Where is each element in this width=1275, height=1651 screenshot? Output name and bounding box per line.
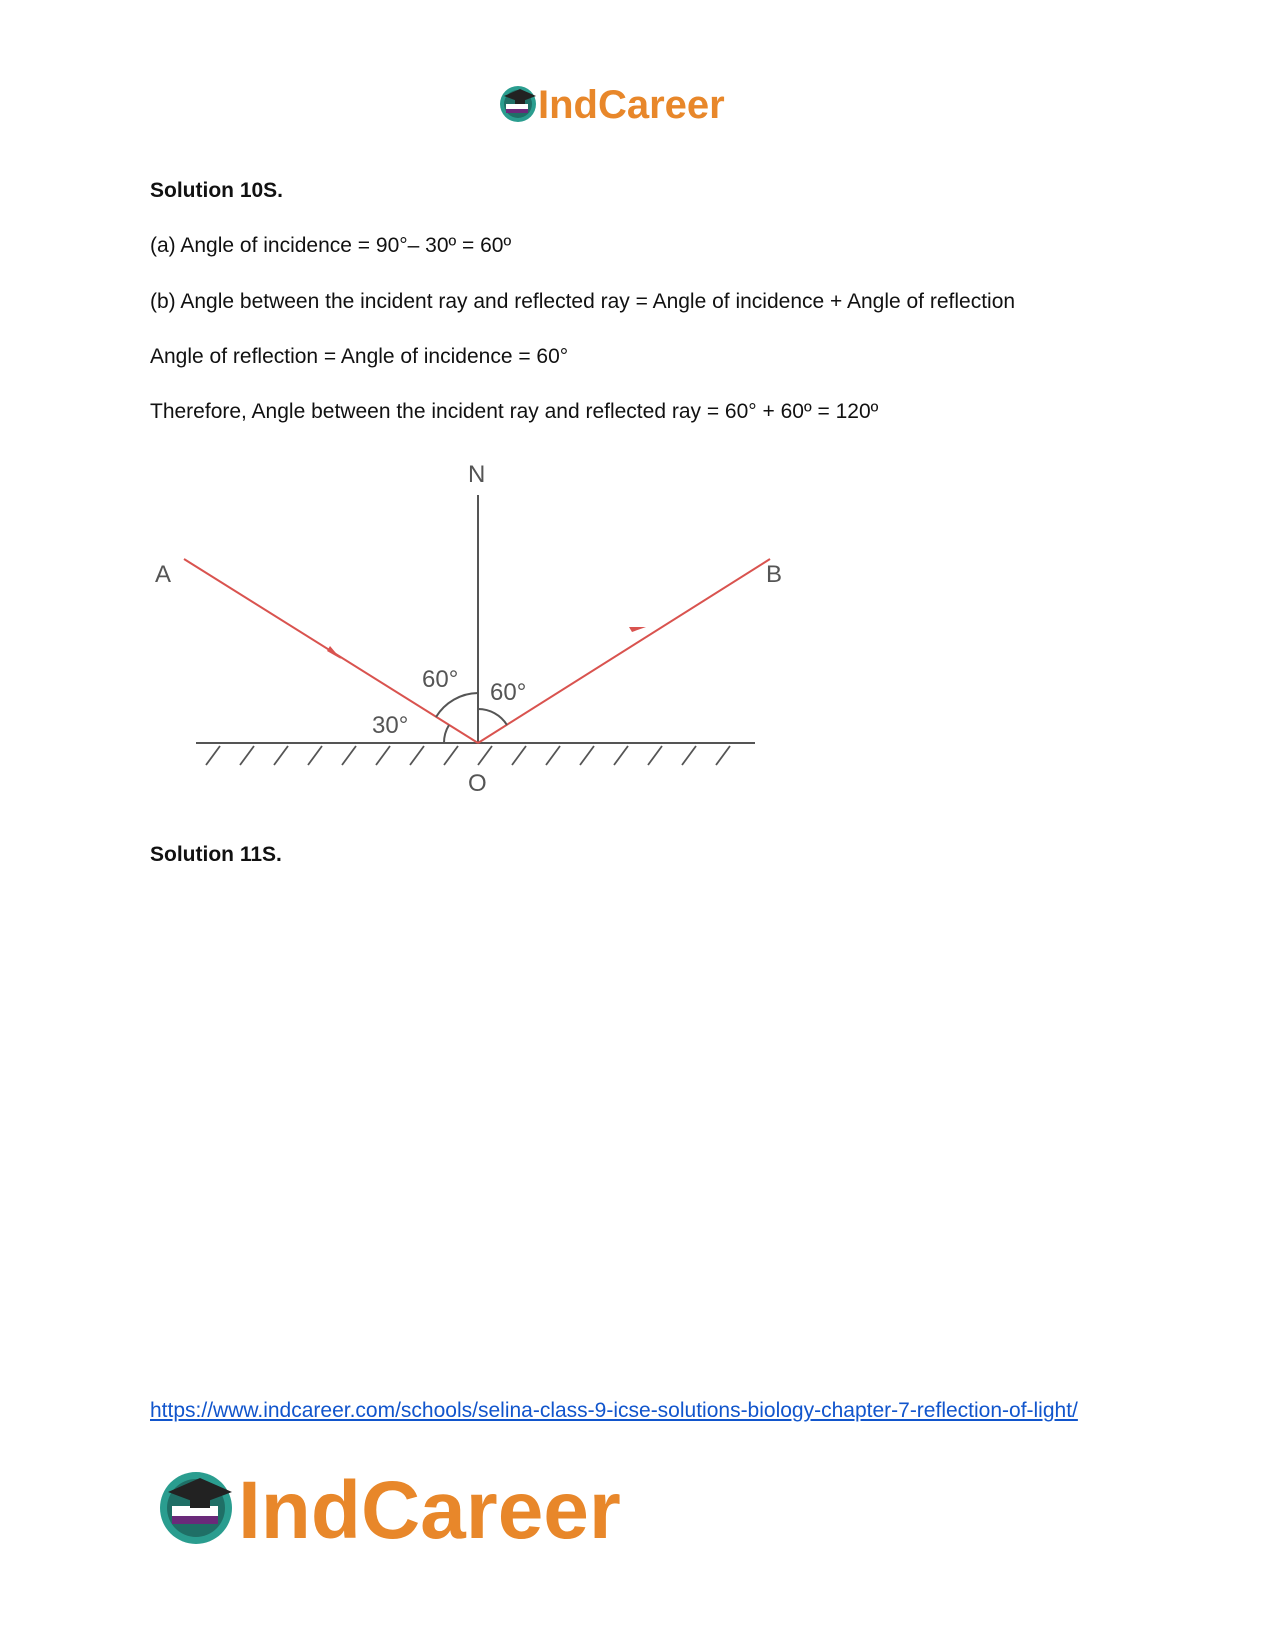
- label-point: O: [468, 770, 487, 797]
- angle-arc-reflection: [478, 709, 507, 725]
- graduation-cap-globe-icon: [500, 86, 536, 122]
- mirror-hatching: [206, 746, 730, 765]
- angle-arc-glancing: [444, 725, 449, 743]
- header-logo: [498, 78, 768, 128]
- label-angle-glancing: 30°: [372, 712, 409, 739]
- incident-ray-arrow: [327, 646, 341, 659]
- label-angle-reflection: 60°: [490, 679, 527, 706]
- solution-10-line-a: (a) Angle of incidence = 90°– 30º = 60º: [150, 234, 512, 257]
- solution-10-line-d: Therefore, Angle between the incident ray and reflected ray = 60° + 60º = 120º: [150, 400, 879, 423]
- footer-logo: [158, 1460, 698, 1552]
- label-incident-start: A: [155, 561, 172, 588]
- label-normal: N: [468, 461, 486, 488]
- solution-11-heading: Solution 11S.: [150, 843, 282, 866]
- label-reflected-end: B: [766, 561, 783, 588]
- footer-url-link[interactable]: https://www.indcareer.com/schools/selina-class-9-icse-solutions-biology-chapter-7-reflection-of-light/: [150, 1399, 1078, 1422]
- graduation-cap-globe-icon: [160, 1472, 232, 1544]
- reflection-diagram: [150, 455, 810, 815]
- footer-logo-text: IndCareer: [238, 1465, 621, 1552]
- solution-10-line-c: Angle of reflection = Angle of incidence = 60°: [150, 345, 569, 368]
- solution-10-heading: Solution 10S.: [150, 179, 284, 202]
- reflected-ray-arrow: [629, 627, 646, 632]
- reflected-ray: [478, 559, 770, 743]
- solution-10-line-b: (b) Angle between the incident ray and reflected ray = Angle of incidence + Angle of reflection: [150, 290, 1016, 313]
- label-angle-incidence: 60°: [422, 666, 459, 693]
- header-logo-text: IndCareer: [538, 83, 725, 127]
- angle-arc-incidence: [436, 693, 478, 717]
